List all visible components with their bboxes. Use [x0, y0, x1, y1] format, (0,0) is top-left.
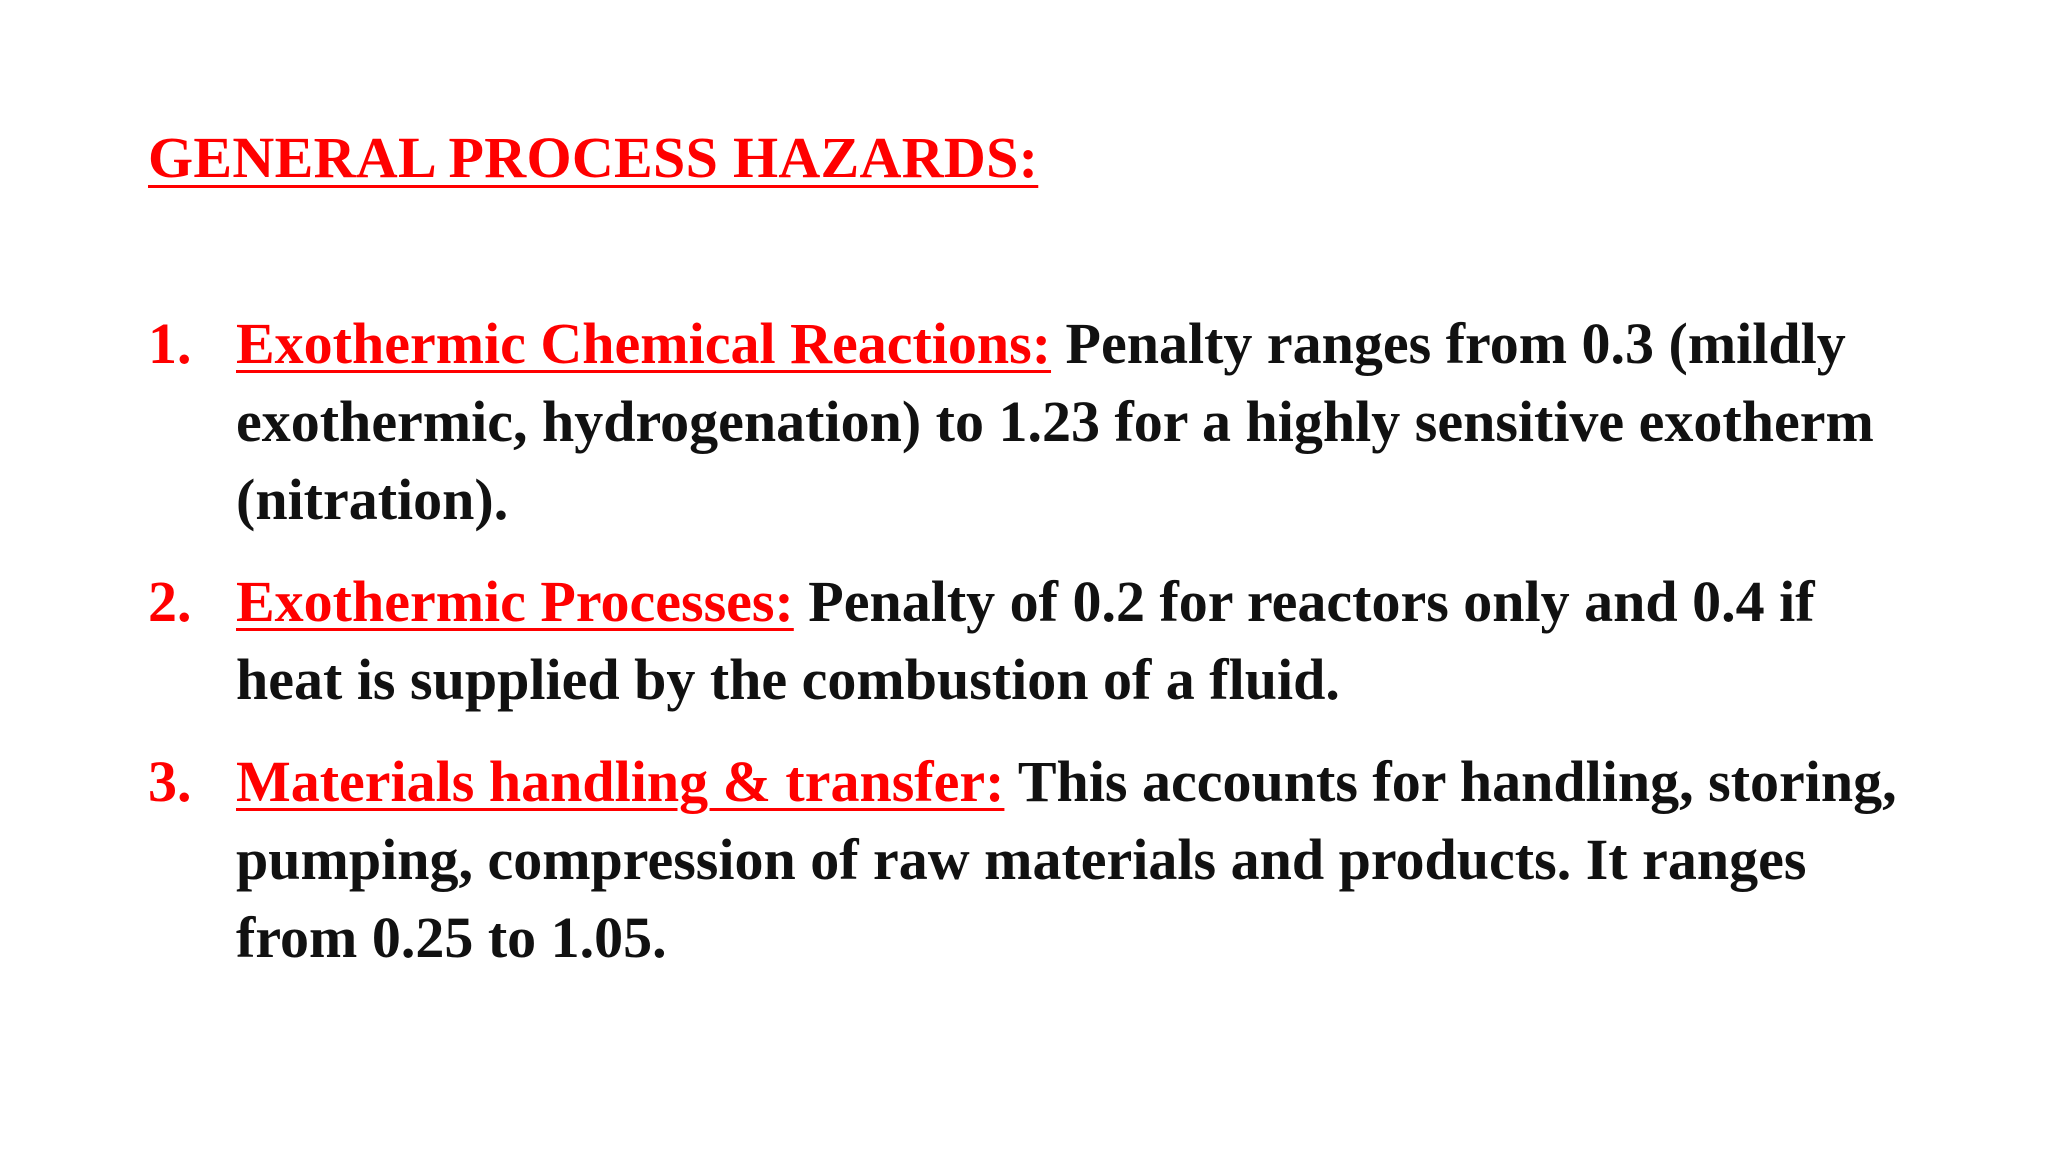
- item-number: 2.: [148, 569, 192, 634]
- slide-title: GENERAL PROCESS HAZARDS:: [148, 125, 1039, 190]
- hazard-list: [148, 305, 1908, 1001]
- item-text: Penalty of 0.2 for reactors only and 0.4 if heat is supplied by the combustion of a fluid.: [236, 569, 1815, 712]
- item-text: Penalty ranges from 0.3 (mildly exothermic, hydrogenation) to 1.23 for a highly sensitive exotherm (nitration).: [236, 311, 1874, 532]
- item-heading: Exothermic Chemical Reactions:: [236, 311, 1052, 376]
- list-item: [148, 743, 1908, 977]
- item-heading: Materials handling & transfer:: [236, 749, 1005, 814]
- item-number: 1.: [148, 311, 192, 376]
- list-item: [148, 305, 1908, 539]
- item-number: 3.: [148, 749, 192, 814]
- item-heading: Exothermic Processes:: [236, 569, 794, 634]
- list-item: [148, 563, 1908, 719]
- item-text: This accounts for handling, storing, pumping, compression of raw materials and products. It ranges from 0.25 to 1.05.: [236, 749, 1897, 970]
